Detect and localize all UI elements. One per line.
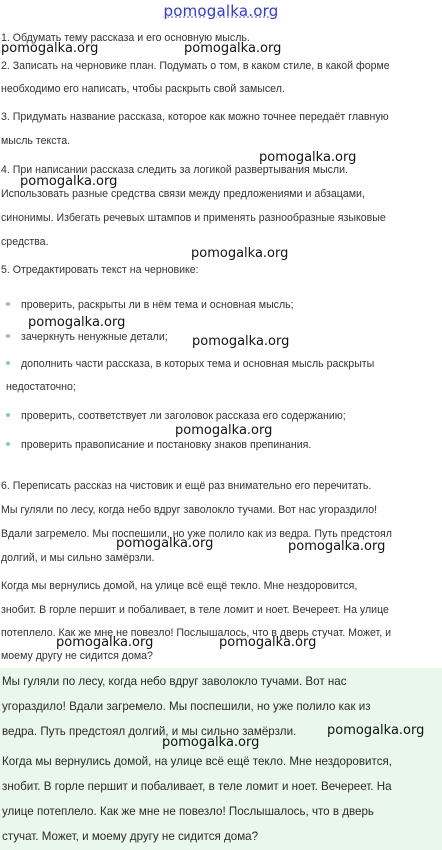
bullet-item-5: проверить правописание и постановку знаков препинания. [6,434,436,457]
step-1: 1. Обдумать тему рассказа и его основную мысль. [1,32,250,44]
story-p1-line-3: долгий, и мы сильно замёрзли. [1,552,155,564]
answer-line-7: стучат. Может, и моему другу не сидится дома? [2,830,259,843]
watermark: pomogalka.org [327,723,425,738]
bullet-item-4: проверить, соответствует ли заголовок рассказа его содержанию; [6,405,436,428]
site-title-link[interactable]: pomogalka.org [163,2,279,20]
bullet-dot [6,302,10,306]
answer-line-2: угораздило! Вдали загремело. Мы поспешили, но уже полило как из [2,700,371,713]
bullet-item-2: зачеркнуть ненужные детали; [6,326,436,349]
story-p2-line-2: знобит. В горле першит и побаливает, в теле ломит и ноет. Вечереет. На улице [1,604,389,616]
bullet-dot [6,334,10,338]
bullet-dot [6,413,10,417]
step-4-line-3: синонимы. Избегать речевых штампов и применять разнообразные языковые [1,212,386,224]
bullet-item-1: проверить, раскрыты ли в нём тема и основная мысль; [6,294,436,317]
watermark: pomogalka.org [20,174,118,189]
watermark: pomogalka.org [175,423,273,438]
step-4-line-2: Использовать разные средства связи между предложениями и абзацами, [1,188,365,200]
step-2-line-1: 2. Записать на черновике план. Подумать о том, в каком стиле, в какой форме [1,60,390,72]
story-p2-line-1: Когда мы вернулись домой, на улице всё ещё текло. Мне нездоровится, [1,580,358,592]
watermark: pomogalka.org [184,41,282,56]
step-3-line-2: мысль текста. [1,135,71,147]
watermark: pomogalka.org [192,334,290,349]
watermark: pomogalka.org [259,150,357,165]
answer-line-5: знобит. В горле першит и побаливает, в теле ломит и ноет. Вечереет. На [2,780,392,793]
story-p2-line-4: моему другу не сидится дома? [1,650,153,662]
watermark: pomogalka.org [191,246,289,261]
watermark: pomogalka.org [1,41,99,56]
step-3-line-1: 3. Придумать название рассказа, которое как можно точнее передаёт главную [1,111,389,123]
step-6: 6. Переписать рассказ на чистовик и ещё раз внимательно его перечитать. [1,480,372,492]
story-p1-line-1: Мы гуляли по лесу, когда небо вдруг заволокло тучами. Вот нас угораздило! [1,504,378,516]
bullet-dot [6,442,10,446]
step-2-line-2: необходимо его написать, чтобы раскрыть свой замысел. [1,83,285,95]
step-5: 5. Отредактировать текст на черновике: [1,264,199,276]
watermark: pomogalka.org [28,315,126,330]
bullet-item-3-cont: недостаточно; [6,381,76,393]
answer-line-3: ведра. Путь предстоял долгий, и мы сильно замёрзли. [2,725,297,738]
watermark: pomogalka.org [219,635,317,650]
answer-line-4: Когда мы вернулись домой, на улице всё ещё текло. Мне нездоровится, [2,755,392,768]
story-p2-line-3: потеплело. Как же мне не повезло! Послышалось, что в дверь стучат. Может, и [1,627,391,639]
answer-line-1: Мы гуляли по лесу, когда небо вдруг заволокло тучами. Вот нас [2,675,347,688]
bullet-item-3: дополнить части рассказа, в которых тема и основная мысль раскрыты [6,353,436,376]
watermark: pomogalka.org [162,735,260,750]
watermark: pomogalka.org [56,635,154,650]
step-4-line-1: 4. При написании рассказа следить за логикой развертывания мысли. [1,164,348,176]
watermark: pomogalka.org [288,539,386,554]
step-4-line-4: средства. [1,236,49,248]
watermark: pomogalka.org [116,536,214,551]
story-p1-line-2: Вдали загремело. Мы поспешили, но уже полило как из ведра. Путь предстоял [1,528,392,540]
answer-line-6: улице потеплело. Как же мне не повезло! Послышалось, что в дверь [2,805,374,818]
bullet-dot [6,361,10,365]
